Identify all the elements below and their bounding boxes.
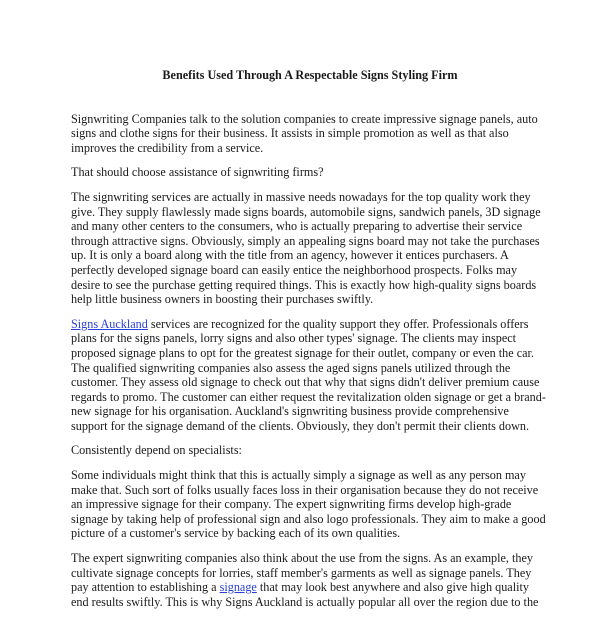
text-line: Signwriting Companies talk to the solution companies to create impressive signage panels, auto [71, 111, 538, 126]
paragraph-signs-auckland [71, 316, 546, 434]
text-line: make that. Such sort of folks usually faces loss in their organisation because they do not receive [71, 482, 539, 497]
paragraph-question [71, 165, 541, 180]
text-line: new signage for his organisation. Auckland's signwriting business provide comprehensive [71, 404, 509, 419]
text-fragment: that may look best anywhere and also give high quality [256, 580, 529, 595]
text-line: The qualified signwriting companies also assess the aged signs panels utilized through the [71, 360, 511, 375]
text-line: perfectly developed signage board can easily entice the neighborhood prospects. Folks may [71, 262, 518, 277]
signs-auckland-link[interactable]: Signs Auckland [71, 316, 148, 331]
document-page [71, 68, 546, 619]
paragraph-expert-companies [71, 551, 541, 609]
text-line: The expert signwriting companies also think about the use from the signs. As an example, they [71, 551, 534, 566]
text-fragment: pay attention to establishing a [71, 580, 220, 595]
text-line: Consistently depend on specialists: [71, 443, 242, 458]
text-line: through attractive signs. Obviously, simply an appealing signs board may not take the purchases [71, 233, 540, 248]
text-line: desire to see the purchase getting required things. This is exactly how high-quality signs boards [71, 277, 537, 292]
signage-link[interactable]: signage [219, 580, 257, 595]
text-line: up. It is only a board along with the title from an agency, however it entices purchasers. A [71, 248, 509, 263]
paragraph-specialists-heading [71, 443, 541, 458]
text-line: The signwriting services are actually in massive needs nowadays for the top quality work they [71, 189, 531, 204]
text-line: signage by taking help of professional sign and also logo professionals. They aim to make a good [71, 511, 546, 526]
text-line [71, 317, 541, 332]
paragraph-services [71, 190, 541, 307]
document-title: Benefits Used Through A Respectable Signs Styling Firm [162, 68, 458, 82]
text-line [71, 580, 541, 595]
text-line: plans for the signs panels, lorry signs and also other types' signage. The clients may inspect [71, 331, 517, 346]
text-line: improves the credibility from a service. [71, 140, 264, 155]
text-line: help little business owners in boosting their purchases swiftly. [71, 292, 374, 307]
text-line: end results swiftly. This is why Signs Auckland is actually popular all over the region due to the [71, 594, 539, 609]
text-fragment: services are recognized for the quality support they offer. Professionals offers [147, 316, 529, 331]
text-line: give. They supply flawlessly made signs boards, automobile signs, sandwich panels, 3D signage [71, 204, 541, 219]
text-line: proposed signage plans to opt for the greatest signage for their outlet, company or even the car. [71, 345, 534, 360]
text-line: support for the signage demand of the clients. Obviously, they don't permit their clients down. [71, 418, 530, 433]
text-line: Some individuals might think that this is actually simply a signage as well as any person may [71, 468, 526, 483]
text-line: cultivate signage concepts for lorries, staff member's garments as well as signage panels. They [71, 565, 532, 580]
text-line: picture of a customer's service by backing each of its own qualities. [71, 526, 401, 541]
text-line: regards to promo. The customer can either request the revitalization olden signage or get a brand- [71, 389, 546, 404]
text-line: signs and clothe signs for their business. It assists in simple promotion as well as that also [71, 126, 509, 141]
paragraph-intro [71, 112, 541, 156]
text-line: and many other centers to the consumers, who is actually preparing to advertise their service [71, 219, 523, 234]
text-line: customer. They assess old signage to check out that why that signs didn't deliver premium cause [71, 375, 540, 390]
text-line: an impressive signage for their company. The expert signwriting firms develop high-grade [71, 497, 512, 512]
text-line: That should choose assistance of signwriting firms? [71, 165, 324, 180]
paragraph-individuals [71, 468, 546, 541]
